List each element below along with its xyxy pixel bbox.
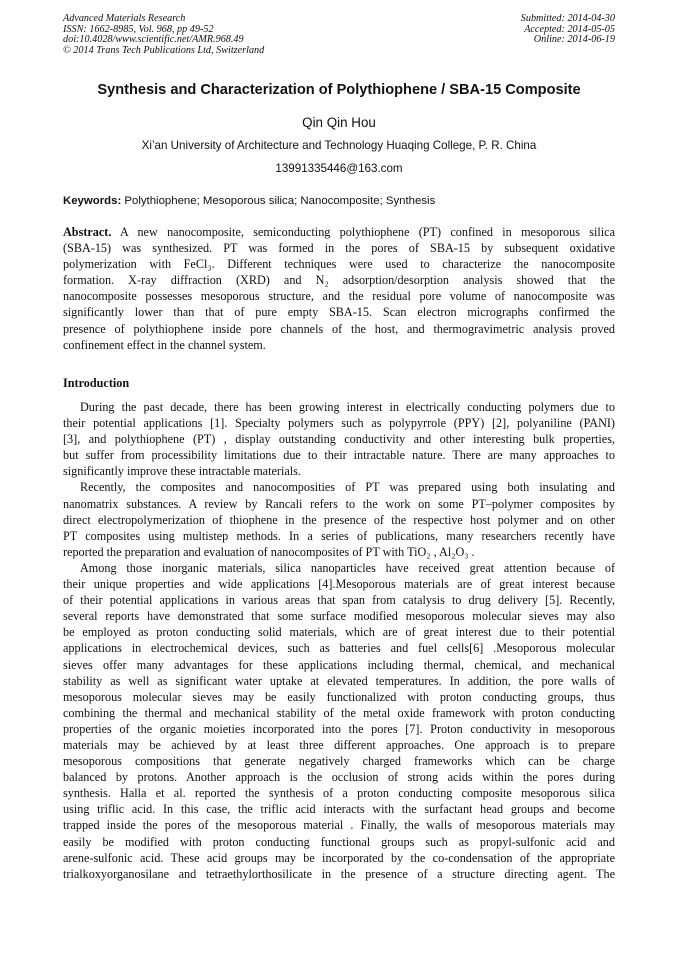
author-name: Qin Qin Hou bbox=[302, 115, 376, 130]
abstract-line: nanocomposite possesses mesoporous structure, and the residual pore volume of nanocomposite was bbox=[63, 289, 615, 304]
abstract-line: formation. X-ray diffraction (XRD) and N₂ adsorption/desorption analysis showed that the bbox=[63, 273, 615, 288]
intro-line: mesoporous compositions that generate negatively charged frameworks which can be charge bbox=[63, 754, 615, 769]
intro-line: easily be modified with proton conducting functional groups such as propyl-sulfonic acid and bbox=[63, 834, 615, 849]
intro-line: their potential applications [1]. Specialty polymers such as polypyrrole (PPY) [2], polyaniline (PANI) bbox=[63, 416, 615, 431]
intro-line: stability as well as significant water uptake at elevated temperatures. In addition, the pore walls of bbox=[63, 673, 615, 688]
keywords-label: Keywords: bbox=[63, 195, 122, 207]
keywords bbox=[63, 195, 615, 207]
abstract-line: Abstract. A new nanocomposite, semiconducting polythiophene (PT) confined in mesoporous silica bbox=[63, 225, 615, 239]
intro-line: trapped inside the pores of the mesoporous material . Finally, the walls of mesoporous materials may bbox=[63, 818, 615, 833]
intro-line: trialkoxyorganosilane and tetraethylorthosilicate in the presence of a structure directing agent. The bbox=[63, 866, 615, 881]
copyright-line: © 2014 Trans Tech Publications Ltd, Switzerland bbox=[63, 44, 265, 56]
author-email: 13991335446@163.com bbox=[275, 162, 403, 175]
introduction-body bbox=[63, 399, 615, 882]
intro-line: During the past decade, there has been growing interest in electrically conducting polymers due to bbox=[80, 400, 615, 414]
submitted-date: Submitted: 2014-04-30 bbox=[520, 13, 615, 24]
submission-dates bbox=[521, 14, 615, 46]
intro-line: applications in electrochemical devices, such as batteries and fuel cells[6] .Mesoporous molecular bbox=[63, 641, 615, 656]
accepted-date: Accepted: 2014-05-05 bbox=[524, 23, 615, 35]
intro-line: arene-sulfonic acid. These acid groups may be incorporated by the co-condensation of the appropriate bbox=[63, 850, 615, 865]
intro-line: be employed as proton conducting solid materials, which are of great interest due to their potential bbox=[63, 625, 615, 640]
intro-line: Among those inorganic materials, silica nanoparticles have received great attention because of bbox=[80, 560, 615, 575]
intro-line: properties of the organic moieties incorporated into the pores [7]. Proton conductivity in mesoporous bbox=[63, 721, 615, 736]
paper-title: Synthesis and Characterization of Polythiophene / SBA-15 Composite bbox=[97, 82, 581, 98]
intro-line: sieves offer many advantages for these applications including thermal, chemical, and mechanical bbox=[63, 657, 615, 672]
journal-name: Advanced Materials Research bbox=[63, 13, 186, 24]
intro-line: of their potential applications in various areas that span from catalysis to drug delivery [5]. Recently, bbox=[63, 593, 615, 608]
intro-line: materials may be achieved by at least three different approaches. One approach is to prepare bbox=[63, 737, 615, 752]
intro-line: mesoporous molecular sieves may be easily functionalized with proton conducting groups, thus bbox=[63, 689, 615, 704]
abstract-line: confinement effect in the channel system. bbox=[63, 337, 266, 352]
intro-line: but suffer from processibility limitations due to their intractable nature. There are many approaches to bbox=[63, 448, 615, 463]
author-affiliation: Xi’an University of Architecture and Technology Huaqing College, P. R. China bbox=[141, 139, 537, 152]
intro-line: their unique properties and wide applications [4].Mesoporous materials are of great interest because bbox=[63, 577, 615, 592]
abstract bbox=[63, 224, 615, 353]
intro-line: reported the preparation and evaluation of nanocomposites of PT with TiO₂ , Al₂O₃ . bbox=[63, 544, 475, 559]
intro-line: [3], and polythiophene (PT) , display outstanding conductivity and other interesting bulk properties, bbox=[63, 432, 615, 447]
intro-line: direct electropolymerization of thiophene in the presence of the respective host polymer and on other bbox=[63, 512, 615, 527]
online-date: Online: 2014-06-19 bbox=[533, 34, 615, 46]
abstract-line: (SBA-15) was synthesized. PT was formed in the pores of SBA-15 by subsequent oxidative bbox=[63, 241, 615, 256]
intro-line: Recently, the composites and nanocomposities of PT was prepared using both insulating and bbox=[80, 480, 615, 495]
intro-line: nanomatrix substances. A review by Rancali refers to the work on some PT–polymer composites by bbox=[63, 496, 615, 511]
abstract-line: significantly lower than that of pure empty SBA-15. Scan electron micrographs confirmed the bbox=[63, 305, 615, 320]
intro-line: using triflic acid. In this case, the triflic acid interacts with the surfactant head groups and become bbox=[63, 802, 615, 817]
intro-line: several reports have demonstrated that some surface modified mesoporous molecular sieves may also bbox=[63, 609, 615, 624]
keywords-text: Polythiophene; Mesoporous silica; Nanocomposite; Synthesis bbox=[121, 195, 436, 207]
introduction-heading: Introduction bbox=[63, 376, 130, 390]
abstract-line: presence of polythiophene inside pore channels of the host, and thermogravimetric analysis proved bbox=[63, 321, 615, 336]
issn-line: ISSN: 1662-8985, Vol. 968, pp 49-52 bbox=[63, 23, 214, 35]
abstract-label: Abstract. bbox=[63, 225, 112, 239]
intro-line: synthesis. Halla et al. reported the synthesis of a proton conducting composite mesoporous silica bbox=[63, 786, 615, 801]
intro-line: PT composites using multistep methods. In a series of publications, many researchers recently have bbox=[63, 528, 615, 543]
intro-line: significantly improve these intractable materials. bbox=[63, 464, 301, 479]
intro-line: combining the thermal and mechanical stability of the metal oxide framework with proton conducting bbox=[63, 705, 615, 720]
abstract-line: polymerization with FeCl₃. Different techniques were used to characterize the nanocomposite bbox=[63, 257, 615, 272]
doi-line: doi:10.4028/www.scientific.net/AMR.968.49 bbox=[63, 34, 244, 46]
journal-info bbox=[63, 14, 264, 56]
intro-line: balanced by protons. Another approach is the occlusion of strong acids within the pores during bbox=[63, 770, 615, 785]
